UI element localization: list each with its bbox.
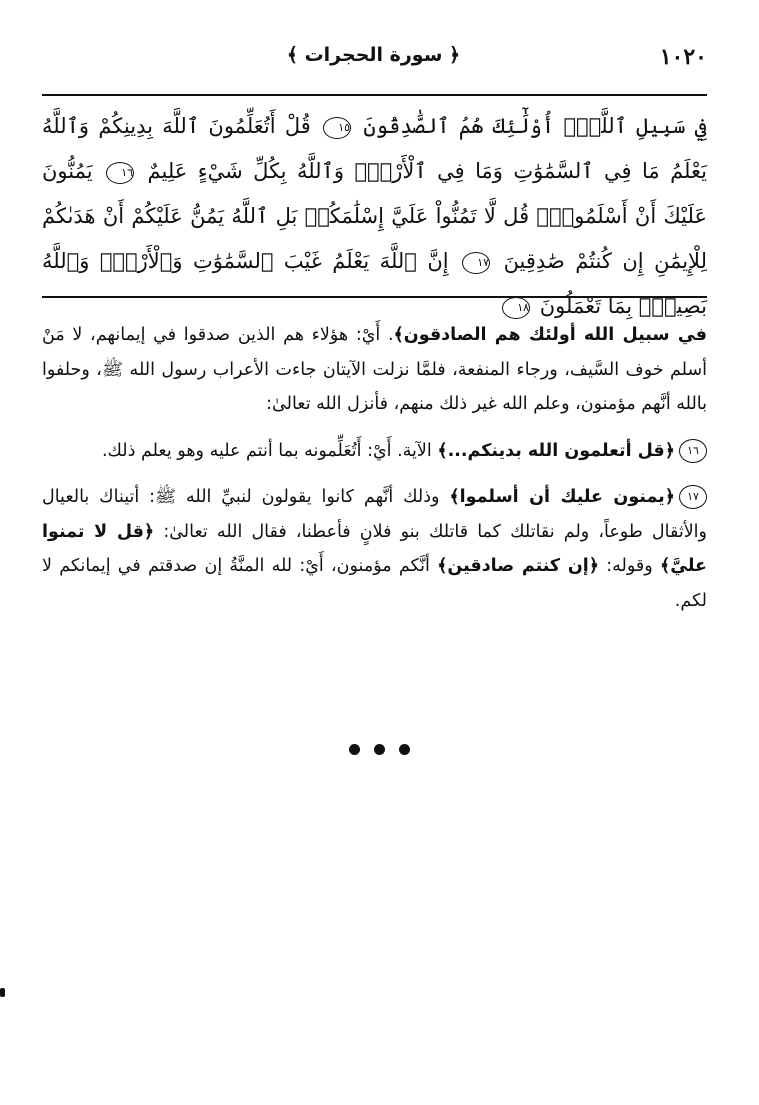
ornament-dot	[349, 744, 360, 755]
verse-number-marker: ١٧	[462, 252, 490, 274]
commentary-text: الآية. أَيْ: أَتُعَلِّمونه بما أنتم عليه وهو يعلم ذلك.	[101, 440, 438, 461]
ornament-dot	[399, 744, 410, 755]
header-divider	[42, 94, 707, 96]
commentary	[42, 318, 707, 630]
quoted-verse: ﴿يمنون عليك أن أسلموا﴾	[449, 487, 675, 507]
ornament-dot	[374, 744, 385, 755]
quoted-verse: ﴿قل لا تمنوا عليَّ﴾	[42, 521, 707, 576]
commentary-text: وذلك أنَّهم كانوا يقولون لنبيِّ الله ﷺ: أتيناك بالعيال والأثقال طوعاً، ولم نقاتلك كما قاتلك بنو فلانٍ فأعطنا، فقال الله تعالىٰ:	[42, 487, 707, 542]
verse-number-marker: ١٦	[106, 162, 134, 184]
commentary-text: وقوله:	[599, 556, 660, 576]
verse-text: فِي سَبِيلِ ٱللَّهِۚ أُوْلَٰٓئِكَ هُمُ ٱلصَّٰدِقُونَ	[363, 114, 707, 138]
surah-title: ﴿ سورة الحجرات ﴾	[286, 44, 461, 66]
scan-edge-mark	[0, 988, 5, 997]
commentary-paragraph	[42, 480, 707, 618]
verse-number-marker: ١٦	[679, 439, 707, 463]
quoted-verse: ﴿إن كنتم صادقين﴾	[437, 556, 600, 576]
page-number: ١٠٢٠	[659, 44, 707, 70]
section-end-ornament	[0, 740, 759, 759]
verse-number-marker: ١٥	[323, 117, 351, 139]
quoted-verse: ﴿قل أتعلمون الله بدينكم...﴾	[437, 440, 675, 461]
verse-text: يَمُنُّونَ عَلَيْكَ أَنْ أَسْلَمُواْۖ قُل لَّا تَمُنُّواْ عَلَيَّ إِسْلَٰمَكُمۖ بَلِ ٱللَّهُ يَمُنُّ عَلَيْكُمْ أَنْ هَدَىٰكُمْ لِلْإِيمَٰنِ إِن كُنتُمْ صَٰدِقِينَ	[42, 159, 707, 273]
verse-number-marker: ١٨	[502, 297, 530, 319]
commentary-text: . أَيْ: هؤلاء هم الذين صدقوا في إيمانهم، لا مَنْ أسلم خوف السَّيف، ورجاء المنفعة، فلمَّا نزلت الآيتان جاءت الأعراب رسول الله ﷺ، وحلفوا بالله أنَّهم مؤمنون، وعلم الله غير ذلك منهم، فأنزل الله تعالىٰ:	[42, 325, 707, 414]
section-divider	[42, 296, 707, 298]
verse-number-marker: ١٧	[679, 485, 707, 509]
verse-text: قُلْ أَتُعَلِّمُونَ ٱللَّهَ بِدِينِكُمْ وَٱللَّهُ يَعْلَمُ مَا فِي ٱلسَّمَٰوَٰتِ وَمَا فِي ٱلْأَرْضِۚ وَٱللَّهُ بِكُلِّ شَيْءٍ عَلِيمٌ	[42, 114, 707, 183]
page-header	[40, 42, 707, 76]
verse-text: إِنَّ ٱللَّهَ يَعْلَمُ غَيْبَ ٱلسَّمَٰوَٰتِ وَٱلْأَرْضِۚ وَٱللَّهُ بَصِيرُۢ بِمَا تَعْمَلُونَ	[42, 249, 707, 318]
quoted-verse: في سبيل الله أولئك هم الصادقون﴾	[393, 325, 707, 345]
commentary-paragraph	[42, 434, 707, 469]
commentary-text: أنَّكم مؤمنون، أَيْ: لله المنَّةُ إن صدقتم في إيمانكم لا لكم.	[42, 556, 707, 611]
commentary-paragraph	[42, 318, 707, 422]
